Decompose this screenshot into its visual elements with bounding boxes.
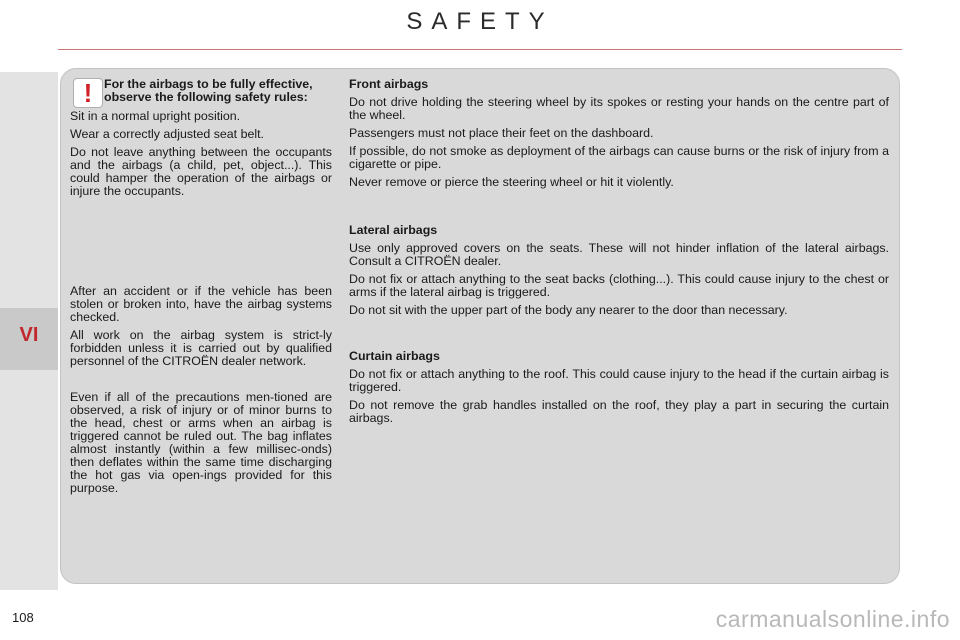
- exclamation-icon: !: [73, 78, 103, 108]
- chapter-label: VI: [19, 324, 39, 346]
- section-paragraph: Do not drive holding the steering wheel by its spokes or resting your hands on the centre part of the wheel.: [349, 95, 889, 122]
- warning-heading: For the airbags to be fully effective, observe the following safety rules:: [104, 77, 313, 104]
- chapter-tab: [0, 72, 58, 590]
- section-paragraph: Do not fix or attach anything to the roof. This could cause injury to the head if the curtain airbag is triggered.: [349, 367, 889, 394]
- section-paragraph: Do not fix or attach anything to the seat backs (clothing...). This could cause injury to the chest or arms if the lateral airbag is triggered.: [349, 272, 889, 299]
- rule-text: Wear a correctly adjusted seat belt.: [70, 127, 264, 141]
- watermark: carmanualsonline.info: [715, 606, 950, 632]
- rule-text: Do not leave anything between the occupants and the airbags (a child, pet, object...). This could hamper the operation of the airbags or injure the occupants.: [70, 145, 332, 198]
- section-paragraph: Never remove or pierce the steering wheel or hit it violently.: [349, 175, 674, 189]
- warning-column: [70, 78, 332, 500]
- page-number: 108: [12, 610, 34, 625]
- airbag-sections: [349, 78, 889, 430]
- rule-text: Sit in a normal upright position.: [70, 109, 241, 123]
- section-paragraph: If possible, do not smoke as deployment of the airbags can cause burns or the risk of injury from a cigarette or pipe.: [349, 144, 889, 171]
- after-accident-text: After an accident or if the vehicle has been stolen or broken into, have the airbag systems checked.: [70, 284, 332, 324]
- section-paragraph: Use only approved covers on the seats. These will not hinder inflation of the lateral airbags. Consult a CITROËN dealer.: [349, 241, 889, 268]
- section-title-front: Front airbags: [349, 77, 429, 91]
- after-accident-text: All work on the airbag system is strict-ly forbidden unless it is carried out by qualified personnel of the CITROËN dealer network.: [70, 328, 332, 368]
- page-title: SAFETY: [406, 8, 554, 35]
- section-paragraph: Do not sit with the upper part of the body any nearer to the door than necessary.: [349, 303, 788, 317]
- section-title-curtain: Curtain airbags: [349, 349, 440, 363]
- section-paragraph: Passengers must not place their feet on the dashboard.: [349, 126, 654, 140]
- section-title-lateral: Lateral airbags: [349, 223, 438, 237]
- section-paragraph: Do not remove the grab handles installed on the roof, they play a part in securing the curtain airbags.: [349, 398, 889, 425]
- title-divider: [58, 49, 902, 50]
- precautions-text: Even if all of the precautions men-tioned are observed, a risk of injury or of minor burns to the head, chest or arms when an airbag is triggered cannot be ruled out. The bag inflates almost instantly (within a few millisec-onds) then deflates within the same time discharging the hot gas via open-ings provided for this purpose.: [70, 390, 332, 495]
